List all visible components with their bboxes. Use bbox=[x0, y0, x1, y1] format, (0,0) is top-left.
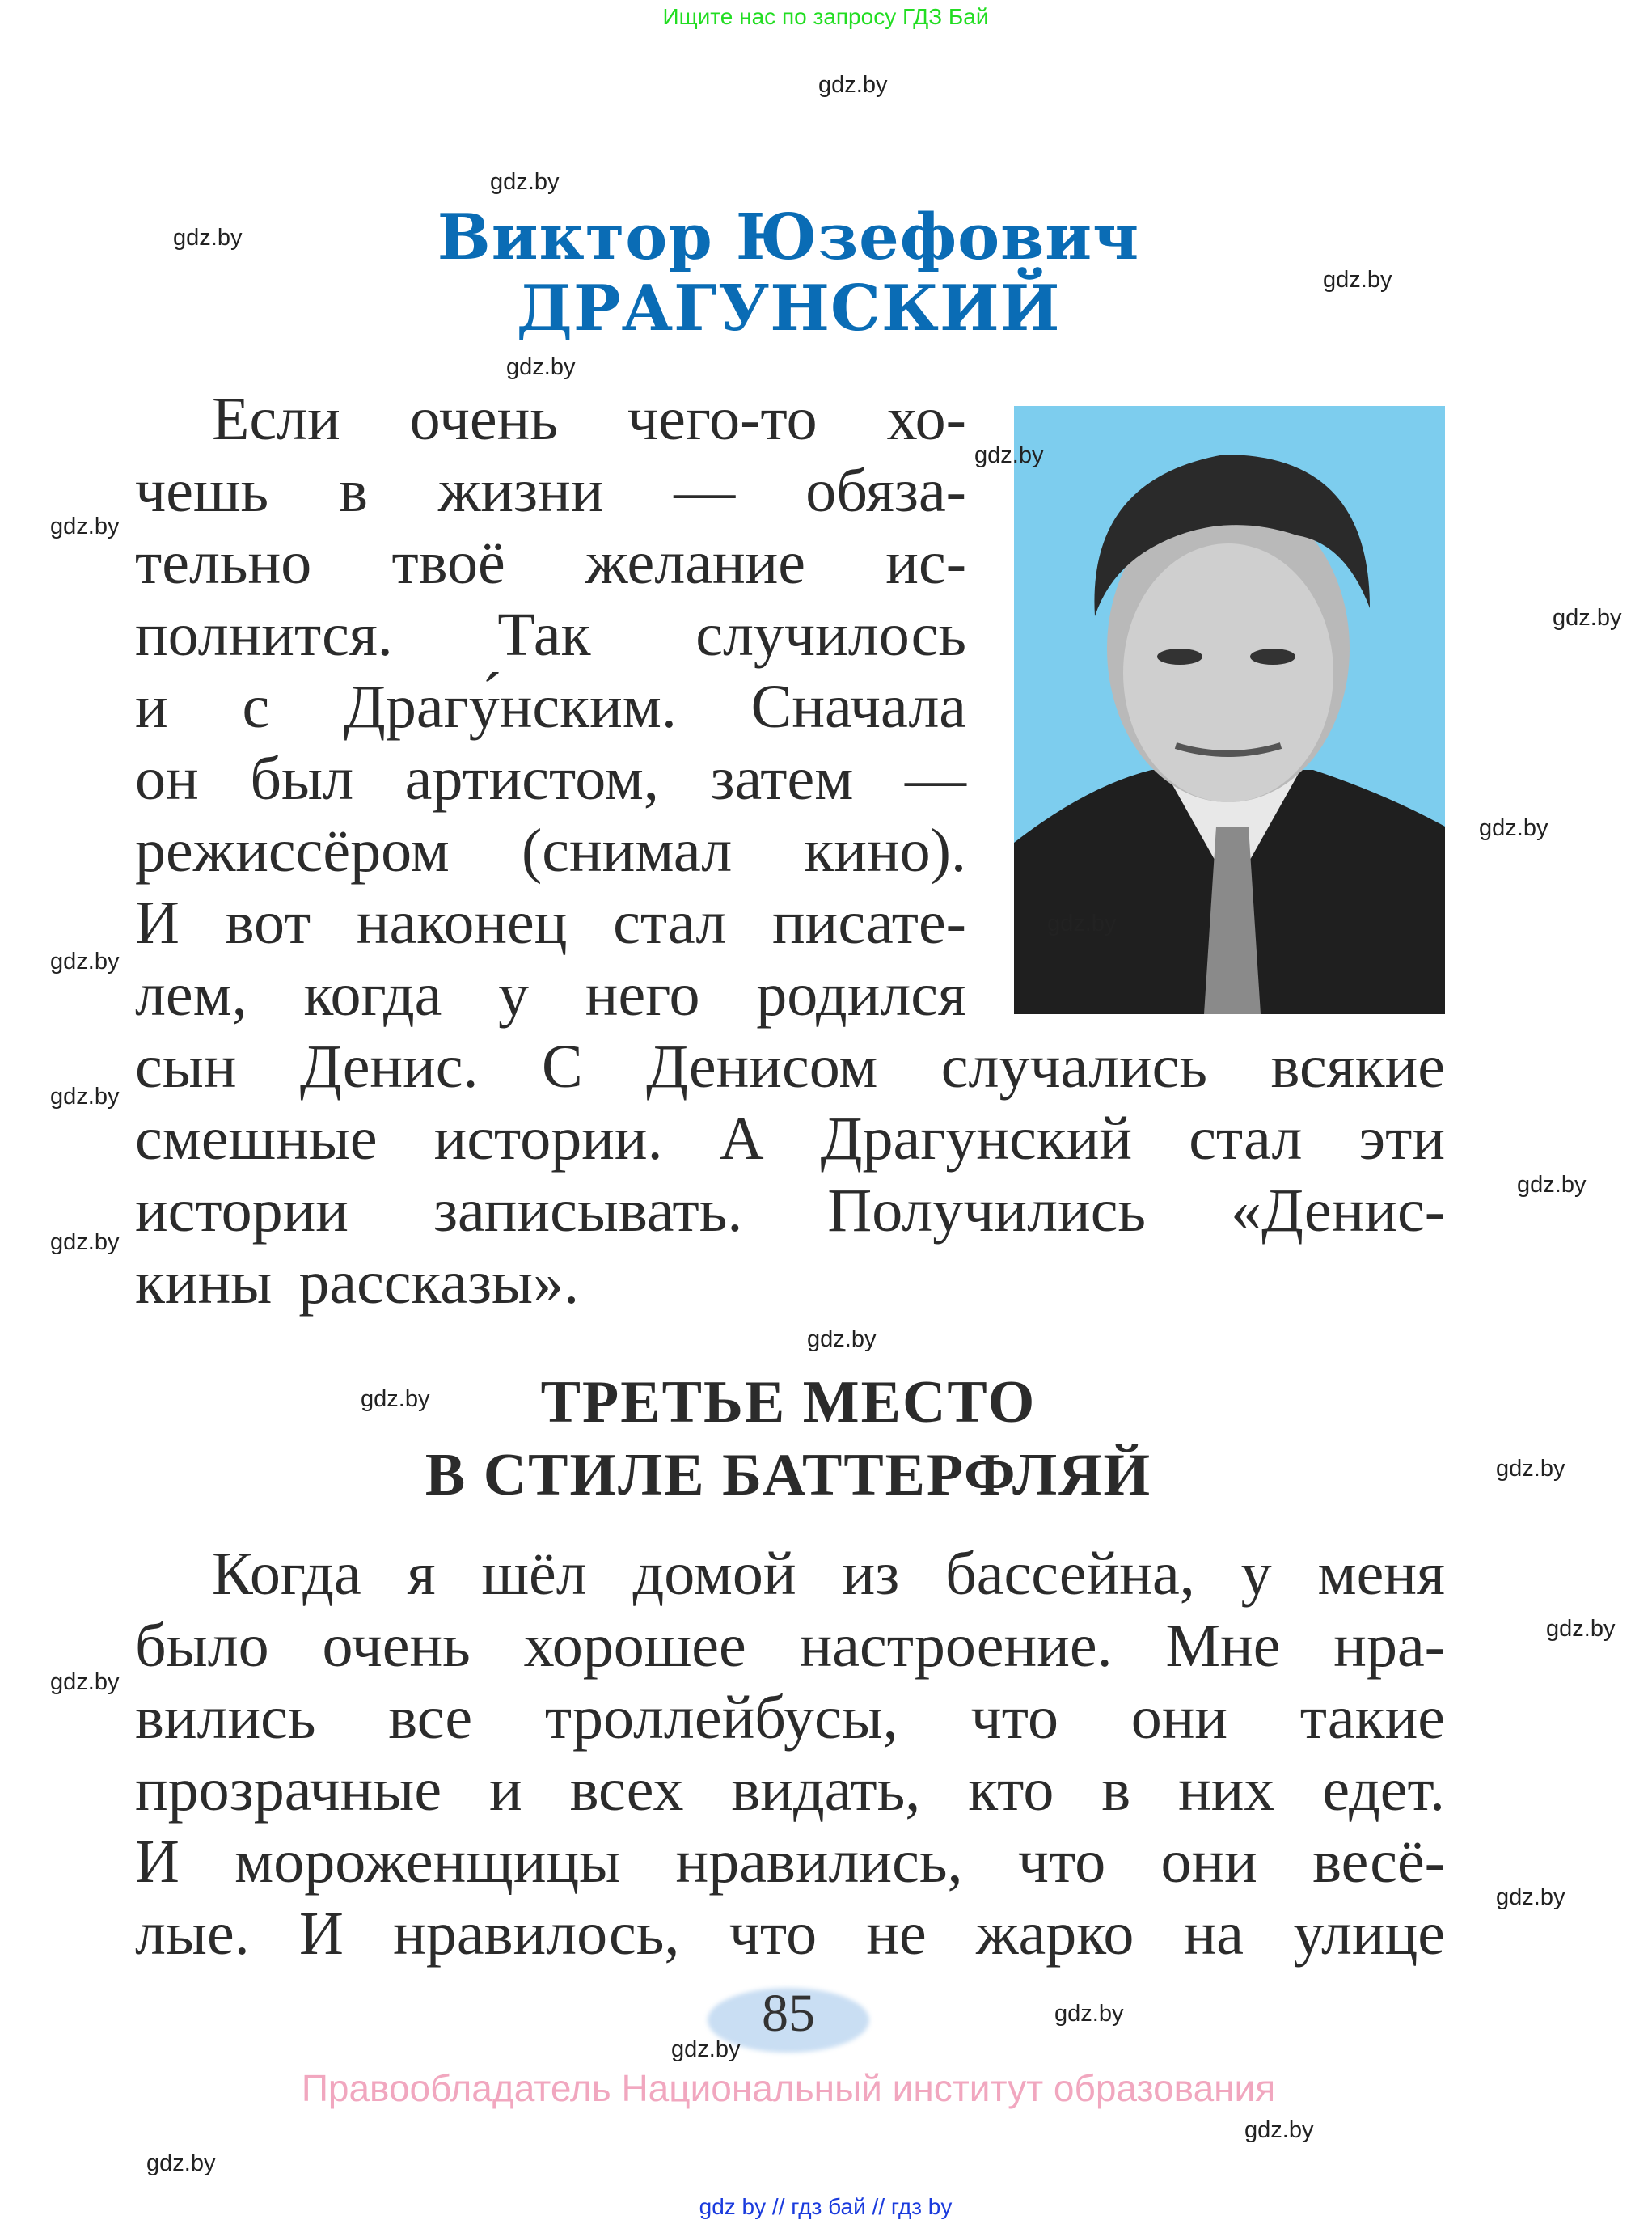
watermark: gdz.by bbox=[173, 225, 243, 251]
watermark: gdz.by bbox=[1496, 1884, 1565, 1910]
bio-line: сын Денис. С Денисом случались всякие bbox=[135, 1033, 1445, 1101]
watermark: gdz.by bbox=[361, 1386, 430, 1412]
watermark: gdz.by bbox=[50, 1229, 120, 1255]
bio-line: истории записывать. Получились «Денис- bbox=[135, 1177, 1445, 1245]
watermark: gdz.by bbox=[50, 514, 120, 539]
story-line: прозрачные и всех видать, кто в них едет. bbox=[135, 1756, 1445, 1824]
bio-line: тельно твоё желание ис- bbox=[135, 529, 966, 597]
watermark: gdz.by bbox=[1244, 2117, 1314, 2143]
copyright-notice: Правообладатель Национальный институт образования bbox=[301, 2067, 1276, 2109]
watermark: gdz.by bbox=[490, 169, 560, 195]
watermark: gdz.by bbox=[671, 2036, 741, 2062]
watermark: gdz.by bbox=[1517, 1172, 1587, 1198]
bio-line: И вот наконец стал писате- bbox=[135, 889, 966, 957]
watermark: gdz.by bbox=[146, 2150, 216, 2176]
story-line: лые. И нравилось, что не жарко на улице bbox=[135, 1900, 1445, 1968]
watermark: gdz.by bbox=[1047, 911, 1117, 937]
bio-line: полнится. Так случилось bbox=[135, 601, 966, 669]
watermark: gdz.by bbox=[1054, 2001, 1124, 2027]
bio-line: лем, когда у него родился bbox=[135, 961, 966, 1029]
watermark: gdz.by bbox=[1553, 605, 1622, 631]
story-line: вились все троллейбусы, что они такие bbox=[135, 1684, 1445, 1752]
bio-line: он был артистом, затем — bbox=[135, 745, 966, 813]
bio-line: чешь в жизни — обяза- bbox=[135, 457, 966, 525]
footer-links[interactable]: gdz by // гдз бай // гдз by bbox=[699, 2194, 953, 2219]
watermark: gdz.by bbox=[50, 1669, 120, 1695]
watermark: gdz.by bbox=[1496, 1456, 1565, 1482]
page-number: 85 bbox=[762, 1984, 815, 2043]
author-name: Виктор Юзефович bbox=[437, 201, 1140, 274]
watermark: gdz.by bbox=[807, 1326, 877, 1352]
watermark: gdz.by bbox=[506, 354, 576, 380]
watermark: gdz.by bbox=[1323, 267, 1392, 293]
watermark: gdz.by bbox=[1479, 815, 1548, 841]
story-title-line2: В СТИЛЕ БАТТЕРФЛЯЙ bbox=[425, 1442, 1152, 1508]
search-hint: Ищите нас по запросу ГДЗ Бай bbox=[662, 4, 989, 29]
bio-line: режиссёром (снимал кино). bbox=[135, 817, 966, 885]
story-title-line1: ТРЕТЬЕ МЕСТО bbox=[540, 1369, 1037, 1435]
bio-line: Если очень чего-то хо- bbox=[212, 385, 966, 453]
story-line: было очень хорошее настроение. Мне нра- bbox=[135, 1612, 1445, 1680]
bio-line: кины рассказы». bbox=[135, 1249, 580, 1317]
watermark: gdz.by bbox=[50, 1084, 120, 1110]
bio-line: смешные истории. А Драгунский стал эти bbox=[135, 1105, 1445, 1173]
watermark: gdz.by bbox=[974, 442, 1044, 468]
author-surname: ДРАГУНСКИЙ bbox=[516, 272, 1061, 345]
story-line: Когда я шёл домой из бассейна, у меня bbox=[212, 1540, 1445, 1608]
story-line: И мороженщицы нравились, что они весё- bbox=[135, 1828, 1445, 1896]
watermark: gdz.by bbox=[818, 72, 888, 98]
watermark: gdz.by bbox=[1546, 1616, 1616, 1642]
watermark: gdz.by bbox=[50, 949, 120, 975]
bio-line: и с Драгу́нским. Сначала bbox=[135, 673, 966, 741]
